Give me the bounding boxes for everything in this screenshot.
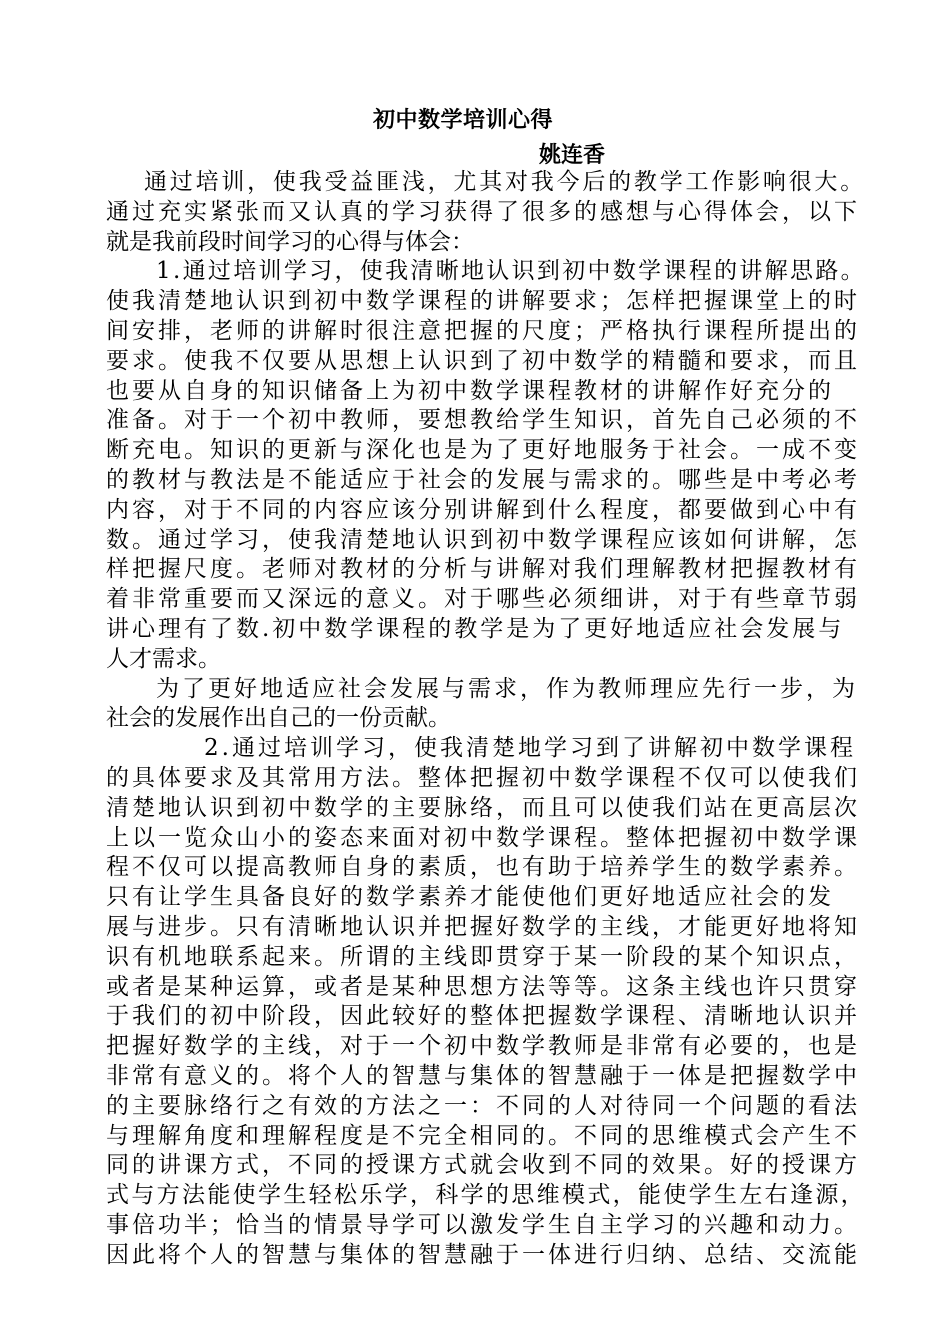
body-line: 通过培训，使我受益匪浅，尤其对我今后的教学工作影响很大。 [144,169,866,195]
body-line: 程不仅可以提高教师自身的素质，也有助于培养学生的数学素养。 [106,854,860,881]
body-line: 因此将个人的智慧与集体的智慧融于一体进行归纳、总结、交流能 [106,1241,860,1268]
body-line: 社会的发展作出自己的一份贡献。 [106,705,451,732]
body-line: 也要从自身的知识储备上为初中数学课程教材的讲解作好充分的 [106,377,834,404]
body-line: 只有让学生具备良好的数学素养才能使他们更好地适应社会的发 [106,884,834,911]
body-line: 展与进步。只有清晰地认识并把握好数学的主线，才能更好地将知 [106,913,860,940]
body-line: 断充电。知识的更新与深化也是为了更好地服务于社会。一成不变 [106,437,860,464]
body-line: 就是我前段时间学习的心得与体会： [106,228,474,255]
document-title: 初中数学培训心得 [373,108,554,133]
body-line: 为了更好地适应社会发展与需求，作为教师理应先行一步，为 [156,675,858,702]
body-line: 与理解角度和理解程度是不完全相同的。不同的思维模式会产生不 [106,1122,860,1149]
body-line: 使我清楚地认识到初中数学课程的讲解要求；怎样把握课堂上的时 [106,288,860,315]
body-line: 上以一览众山小的姿态来面对初中数学课程。整体把握初中数学课 [106,824,860,851]
body-line: 把握好数学的主线，对于一个初中数学教师是非常有必要的，也是 [106,1033,860,1060]
body-line: 的教材与教法是不能适应于社会的发展与需求的。哪些是中考必考 [106,466,860,493]
body-line: 准备。对于一个初中教师，要想教给学生知识，首先自己必须的不 [106,407,860,434]
body-line: 于我们的初中阶段，因此较好的整体把握数学课程、清晰地认识并 [106,1003,860,1030]
body-line: 讲心理有了数.初中数学课程的教学是为了更好地适应社会发展与 [106,615,845,642]
body-line: 同的讲课方式，不同的授课方式就会收到不同的效果。好的授课方 [106,1152,860,1179]
document-author: 姚连香 [539,143,606,168]
body-line: 2.通过培训学习，使我清楚地学习到了讲解初中数学课程 [204,735,856,762]
body-line: 的主要脉络行之有效的方法之一：不同的人对待同一个问题的看法 [106,1092,860,1119]
body-line: 非常有意义的。将个人的智慧与集体的智慧融于一体是把握数学中 [106,1062,860,1089]
body-line: 人才需求。 [106,645,221,672]
body-line: 的具体要求及其常用方法。整体把握初中数学课程不仅可以使我们 [106,764,860,791]
body-line: 着非常重要而又深远的意义。对于哪些必须细讲，对于有些章节弱 [106,586,860,613]
body-line: 1.通过培训学习，使我清晰地认识到初中数学课程的讲解思路。 [156,258,866,285]
body-line: 内容，对于不同的内容应该分别讲解到什么程度，都要做到心中有 [106,496,860,523]
body-line: 要求。使我不仅要从思想上认识到了初中数学的精髓和要求，而且 [106,347,860,374]
body-line: 样把握尺度。老师对教材的分析与讲解对我们理解教材把握教材有 [106,556,860,583]
body-line: 清楚地认识到初中数学的主要脉络，而且可以使我们站在更高层次 [106,794,860,821]
body-line: 通过充实紧张而又认真的学习获得了很多的感想与心得体会，以下 [106,198,860,225]
body-line: 间安排，老师的讲解时很注意把握的尺度；严格执行课程所提出的 [106,317,860,344]
body-line: 事倍功半；恰当的情景导学可以激发学生自主学习的兴趣和动力。 [106,1211,860,1238]
body-line: 或者是某种运算，或者是某种思想方法等等。这条主线也许只贯穿 [106,973,860,1000]
body-line: 识有机地联系起来。所谓的主线即贯穿于某一阶段的某个知识点， [106,943,860,970]
body-line: 数。通过学习，使我清楚地认识到初中数学课程应该如何讲解，怎 [106,526,860,553]
body-line: 式与方法能使学生轻松乐学，科学的思维模式，能使学生左右逢源， [106,1182,866,1209]
document-body [106,168,866,1270]
